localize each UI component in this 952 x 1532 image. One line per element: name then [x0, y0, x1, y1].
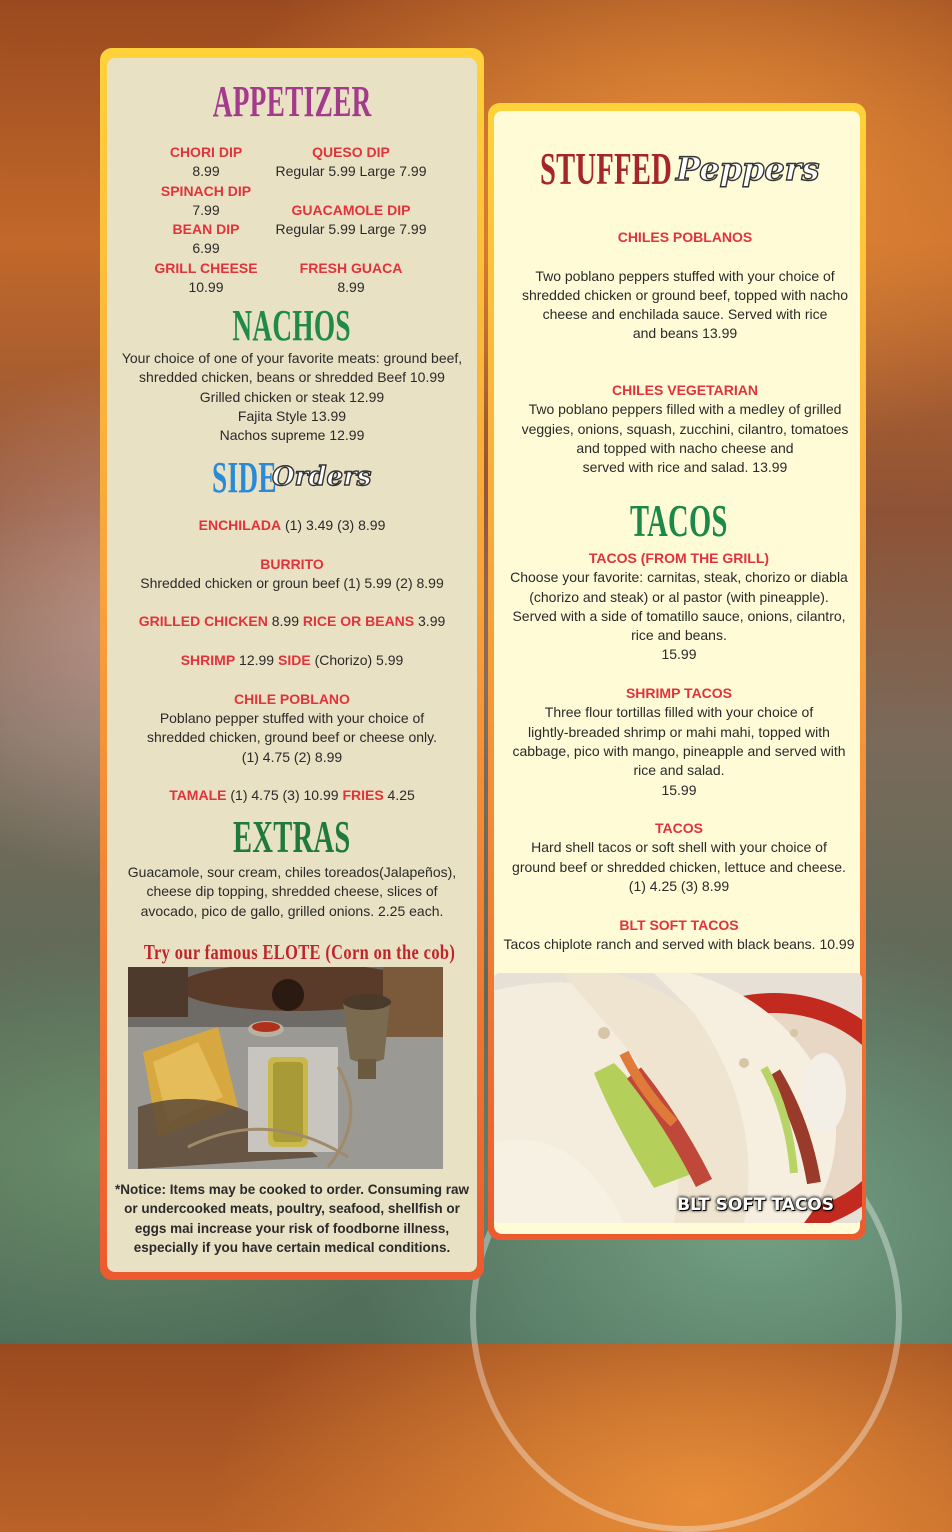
menu-item-price: 10.99: [188, 279, 224, 296]
extras-description: [107, 863, 477, 921]
elote-promo: Try our famous ELOTE (Corn on the cob): [143, 940, 456, 964]
tacos-list: [494, 549, 864, 954]
text-line: especially if you have certain medical conditions.: [133, 1239, 451, 1255]
text-line: *Notice: Items may be cooked to order. Consuming raw: [114, 1182, 470, 1197]
text-line: cheese and enchilada sauce. Served with rice: [542, 306, 828, 323]
text-line: Hard shell tacos or soft shell with your choice of: [531, 839, 827, 856]
text-line: 15.99: [661, 646, 697, 663]
side-item-burrito-desc: Shredded chicken or groun beef (1) 5.99 (2) 8.99: [140, 574, 444, 591]
food-safety-notice: [107, 1180, 477, 1257]
side-item-chile-poblano-name: CHILE POBLANO: [234, 690, 350, 707]
text-line: Grilled chicken or steak 12.99: [199, 388, 385, 405]
menu-item-name: GRILL CHEESE: [154, 259, 258, 276]
menu-item-name: GUACAMOLE DIP: [291, 201, 411, 218]
menu-item-name: FRESH GUACA: [299, 259, 403, 276]
menu-item-price: 8.99: [337, 279, 365, 296]
side-orders-list: [107, 516, 477, 805]
menu-item-name: CHILES POBLANOS: [617, 229, 753, 245]
menu-item-name: SHRIMP TACOS: [625, 685, 733, 702]
menu-item-name: QUESO DIP: [312, 144, 390, 160]
text-line: (1) 4.25 (3) 8.99: [628, 878, 730, 895]
side-orders-heading: SIDE: [212, 453, 277, 502]
text-line: Fajita Style 13.99: [237, 407, 347, 424]
stuffed-peppers-script-heading: Peppers: [676, 150, 820, 188]
menu-item-price: 8.99: [192, 163, 220, 180]
menu-item-price: 6.99: [192, 240, 220, 257]
text-line: Tacos chiplote ranch and served with black beans. 10.99: [503, 935, 855, 952]
text-line: Guacamole, sour cream, chiles toreados(Jalapeños),: [127, 864, 457, 880]
text-line: cabbage, pico with mango, pineapple and served with: [512, 742, 846, 759]
text-line: (1) 4.75 (2) 8.99: [241, 748, 343, 765]
text-line: Your choice of one of your favorite meats: ground beef,: [121, 350, 463, 366]
menu-item-name: SPINACH DIP: [160, 182, 252, 199]
text-line: and beans 13.99: [632, 325, 738, 342]
menu-item-name: BEAN DIP: [172, 221, 240, 238]
text-line: shredded chicken, beans or shredded Beef 10.99: [139, 369, 445, 386]
side-item-tamale: TAMALE (1) 4.75 (3) 10.99 FRIES 4.25: [169, 787, 415, 804]
tacos-heading: TACOS: [630, 495, 728, 546]
side-orders-script-heading: Orders: [272, 462, 372, 492]
text-line: shredded chicken or ground beef, topped with nacho: [521, 286, 849, 303]
text-line: rice and salad.: [633, 762, 725, 779]
menu-item-name: CHORI DIP: [169, 144, 243, 160]
text-line: or undercooked meats, poultry, seafood, shellfish or: [124, 1201, 460, 1217]
elote-photo: [128, 967, 443, 1169]
side-item-grilled-chicken: GRILLED CHICKEN 8.99 RICE OR BEANS 3.99: [138, 613, 446, 630]
menu-item-price: 7.99: [192, 201, 220, 218]
chiles-poblanos-section: [500, 228, 870, 344]
menu-item-name: TACOS (FROM THE GRILL): [588, 550, 770, 566]
side-item-enchilada: ENCHILADA (1) 3.49 (3) 8.99: [198, 517, 386, 533]
elote-photo-illustration: [128, 967, 443, 1169]
chiles-vegetarian-section: [500, 381, 870, 477]
text-line: avocado, pico de gallo, grilled onions. 2.25 each.: [140, 902, 444, 919]
text-line: Served with a side of tomatillo sauce, onions, cilantro,: [512, 607, 846, 624]
menu-item-price: Regular 5.99 Large 7.99: [275, 221, 427, 238]
menu-item-name: BLT SOFT TACOS: [619, 916, 739, 933]
text-line: rice and beans.: [631, 627, 727, 644]
text-line: Choose your favorite: carnitas, steak, chorizo or diabla: [510, 569, 848, 586]
side-item-burrito-name: BURRITO: [260, 555, 324, 572]
nachos-heading: NACHOS: [232, 301, 352, 350]
text-line: eggs mai increase your risk of foodborne illness,: [134, 1220, 450, 1236]
text-line: Three flour tortillas filled with your choice of: [544, 704, 814, 721]
extras-heading: EXTRAS: [233, 811, 351, 862]
menu-item-name: CHILES VEGETARIAN: [612, 382, 758, 398]
text-line: Two poblano peppers filled with a medley of grilled: [528, 401, 842, 418]
text-line: veggies, onions, squash, zucchini, cilantro, tomatoes: [521, 420, 849, 437]
appetizer-right-column: [265, 143, 437, 297]
text-line: served with rice and salad. 13.99: [582, 459, 788, 476]
appetizer-heading: APPETIZER: [212, 77, 372, 126]
text-line: cheese dip topping, shredded cheese, slices of: [146, 883, 438, 900]
text-line: shredded chicken, ground beef or cheese only.: [146, 729, 438, 746]
text-line: ground beef or shredded chicken, lettuce and cheese.: [512, 858, 846, 875]
menu-item-name: TACOS: [655, 820, 703, 837]
text-line: (chorizo and steak) or al pastor (with pineapple).: [529, 588, 829, 605]
text-line: and topped with nacho cheese and: [576, 439, 794, 456]
blt-tacos-photo: [494, 973, 862, 1223]
text-line: lightly-breaded shrimp or mahi mahi, topped with: [528, 723, 830, 740]
nachos-description: [107, 349, 477, 445]
text-line: Two poblano peppers stuffed with your choice of: [535, 267, 835, 284]
blt-tacos-caption: BLT SOFT TACOS: [677, 1195, 834, 1215]
side-item-shrimp: SHRIMP 12.99 SIDE (Chorizo) 5.99: [180, 652, 404, 669]
text-line: Nachos supreme 12.99: [219, 427, 365, 444]
menu-item-price: Regular 5.99 Large 7.99: [275, 163, 427, 180]
blt-tacos-illustration: [494, 973, 862, 1223]
stuffed-peppers-heading: STUFFED: [540, 143, 673, 194]
text-line: 15.99: [661, 781, 697, 798]
text-line: Poblano pepper stuffed with your choice of: [159, 709, 425, 726]
appetizer-left-column: [130, 143, 282, 297]
